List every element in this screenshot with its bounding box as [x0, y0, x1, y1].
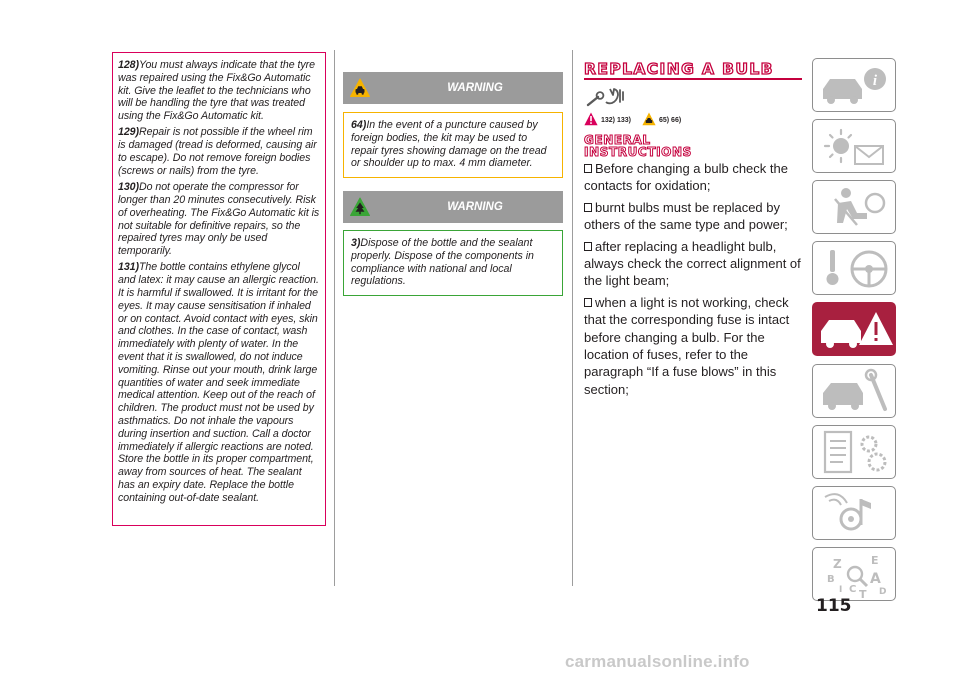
index-icon — [813, 548, 897, 602]
warning-lights-icon — [813, 120, 897, 174]
svg-text:D: D — [879, 587, 887, 597]
list-item: when a light is not working, check that the corresponding fuse is intact before changing a bulb. For the location of fuses, refer to the paragraph “If a fuse blows” in this section; — [584, 294, 790, 397]
tab-maintenance[interactable] — [812, 364, 896, 418]
svg-text:C: C — [849, 584, 857, 595]
subheading: GENERAL INSTRUCTIONS — [584, 133, 692, 159]
maintenance-icon — [813, 365, 897, 419]
instruction-list — [584, 160, 806, 402]
column-divider — [334, 50, 335, 586]
list-item: Before changing a bulb check the contacts for oxidation; — [584, 161, 788, 194]
list-item: burnt bulbs must be replaced by others of the same type and power; — [584, 199, 788, 233]
title-underline — [584, 78, 802, 80]
svg-text:B: B — [827, 574, 835, 585]
footer-watermark: carmanualsonline.info — [565, 652, 750, 671]
svg-text:I: I — [839, 585, 843, 595]
starting-driving-icon — [813, 242, 897, 296]
danger-triangle-icon — [584, 112, 598, 126]
tab-car-info[interactable] — [812, 58, 896, 112]
technical-data-icon — [813, 426, 897, 480]
tree-environment-icon — [350, 197, 370, 217]
caution-refs: 65) 66) — [659, 117, 682, 124]
danger-refs: 132) 133) — [601, 117, 631, 124]
safety-airbag-icon — [813, 181, 897, 235]
section-title: REPLACING A BULB — [584, 60, 774, 78]
car-warning-icon — [350, 78, 370, 98]
checkbox-bullet-icon — [584, 203, 592, 212]
tab-warning-lights[interactable] — [812, 119, 896, 173]
note-129: 129)Repair is not possible if the wheel rim is damaged (tread is deformed, causing air to escape). Do not remove foreign bodies (screws or nails) from the tyre. — [118, 126, 317, 177]
environment-text-box: 3)Dispose of the bottle and the sealant properly. Dispose of the components in compliance with national and local regulations. — [343, 230, 563, 296]
caution-triangle-icon — [642, 112, 656, 126]
svg-text:E: E — [871, 554, 879, 567]
svg-text:Z: Z — [833, 557, 842, 571]
checkbox-bullet-icon — [584, 242, 592, 251]
note-131: 131)The bottle contains ethylene glycol and latex: it may cause an allergic reaction. It is harmful if swallowed. It is irritant for the eyes. It may cause sensitisation if inhaled or on contact. Avoid contact with eyes, skin and clothes. In the case of contact, wash immediately with plenty of water. In the event that it is swallowed, do not induce vomiting. Rinse out your mouth, drink large quantities of water and seek immediate medical attention. Keep out of the reach of children. The product must not be used by asthmatics. Do not inhale the vapours during insertion and suction. Call a doctor immediately if allergic reactions are noted. Store the bottle in its proper compartment, away from sources of heat. The sealant has an expiry date. Replace the bottle containing out-of-date sealant. — [118, 261, 319, 504]
tab-multimedia[interactable] — [812, 486, 896, 540]
svg-text:A: A — [870, 571, 881, 587]
warning-text-box: 64)In the event of a puncture caused by foreign bodies, the kit may be used to repair tyres showing damage on the tread or shoulder up to max. 4 mm diameter. — [343, 112, 563, 178]
warning-header: WARNING — [343, 72, 563, 104]
checkbox-bullet-icon — [584, 164, 592, 173]
svg-text:i: i — [872, 73, 878, 89]
svg-text:T: T — [859, 588, 867, 601]
emergency-icon — [813, 303, 897, 357]
list-item: after replacing a headlight bulb, always check the correct alignment of the light beam; — [584, 238, 801, 289]
notes-box — [112, 52, 326, 526]
tab-technical-data[interactable] — [812, 425, 896, 479]
tab-index[interactable] — [812, 547, 896, 601]
tab-safety[interactable] — [812, 180, 896, 234]
environment-warning-header: WARNING — [343, 191, 563, 223]
tab-starting-driving[interactable] — [812, 241, 896, 295]
reference-notes — [584, 112, 804, 132]
note-130: 130)Do not operate the compressor for longer than 20 minutes consecutively. Risk of overheating. The Fix&Go Automatic kit is not suitable for definitive repairs, so the repaired tyres may only be used temporarily. — [118, 181, 320, 258]
bulb-wrench-icon — [586, 86, 626, 108]
column-divider — [572, 50, 573, 586]
car-info-icon — [813, 59, 897, 113]
multimedia-icon — [813, 487, 897, 541]
tab-emergency[interactable] — [812, 302, 896, 356]
note-128: 128)You must always indicate that the tyre was repaired using the Fix&Go Automatic kit. Give the leaflet to the technicians who will be handling the tyre that was treated using the Fix&Go Automatic kit. — [118, 59, 315, 123]
checkbox-bullet-icon — [584, 298, 592, 307]
page-number: 115 — [816, 596, 852, 616]
